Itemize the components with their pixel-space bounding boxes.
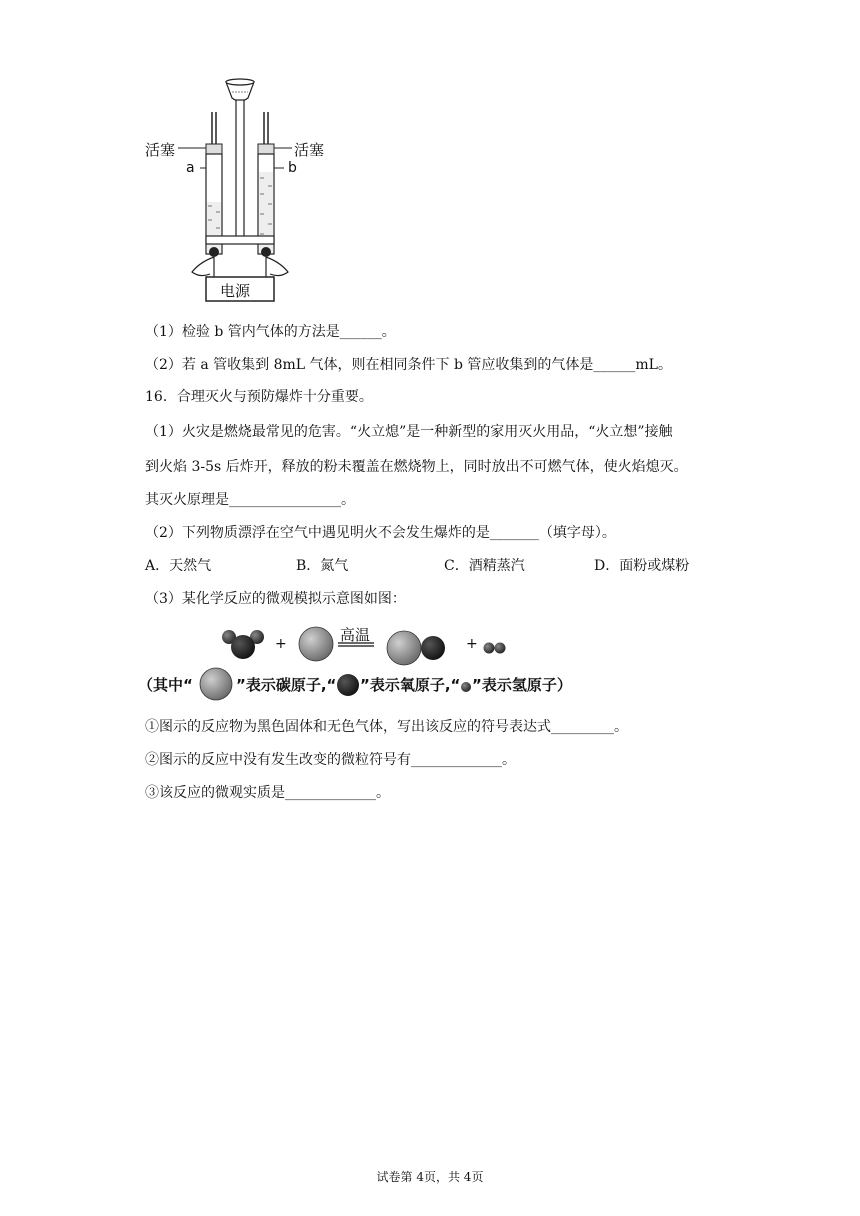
page-footer: 试卷第 4页，共 4页 — [376, 1170, 484, 1184]
legend-hydrogen-text: ”表示氢原子） — [472, 676, 572, 694]
reaction-plus-2: + — [466, 636, 478, 652]
q16-title: 16．合理灭火与预防爆炸十分重要。 — [145, 389, 373, 405]
water-molecule — [222, 630, 264, 659]
q16-subq2: ②图示的反应中没有发生改变的微粒符号有_____________。 — [145, 752, 516, 768]
option-a: A．天然气 — [145, 558, 212, 574]
electrolysis-apparatus-figure — [140, 72, 340, 304]
q16-part1-line2: 到火焰 3-5s 后炸开，释放的粉未覆盖在燃烧物上，同时放出不可燃气体，使火焰熄灭。 — [145, 459, 688, 475]
tube-b-label: b — [288, 160, 297, 176]
legend-carbon-text: ”表示碳原子,“ — [236, 676, 337, 694]
q15-part2: （2）若 a 管收集到 8mL 气体，则在相同条件下 b 管应收集到的气体是______mL。 — [145, 357, 672, 373]
legend-hydrogen-icon — [461, 682, 471, 692]
q15-part1: （1）检验 b 管内气体的方法是______。 — [145, 324, 396, 340]
option-c: C．酒精蒸汽 — [444, 558, 525, 574]
option-d: D．面粉或煤粉 — [594, 558, 690, 574]
q16-part3: （3）某化学反应的微观模拟示意图如图： — [145, 591, 406, 607]
q16-part1-line3: 其灭火原理是________________。 — [145, 492, 355, 508]
stopcock-right-label: 活塞 — [294, 141, 325, 159]
q16-subq3: ③该反应的微观实质是_____________。 — [145, 785, 390, 801]
legend-oxygen-text: ”表示氧原子,“ — [360, 676, 461, 694]
option-b: B．氮气 — [296, 558, 349, 574]
q16-part2: （2）下列物质漂浮在空气中遇见明火不会发生爆炸的是_______（填字母）。 — [145, 525, 616, 541]
carbon-atom — [299, 627, 333, 661]
reaction-condition: 高温 — [340, 626, 371, 644]
power-supply-label: 电源 — [220, 282, 251, 300]
tube-a-label: a — [186, 160, 195, 176]
q16-part1-line1: （1）火灾是燃烧最常见的危害。“火立熄”是一种新型的家用灭火用品，“火立想”接触 — [145, 424, 673, 440]
carbon-monoxide-molecule — [387, 631, 445, 665]
q16-subq1: ①图示的反应物为黑色固体和无色气体，写出该反应的符号表达式_________。 — [145, 719, 628, 735]
legend-oxygen-icon — [337, 674, 359, 696]
stopcock-left-label: 活塞 — [145, 141, 176, 159]
legend-carbon-icon — [200, 668, 232, 700]
reaction-plus-1: + — [275, 636, 287, 652]
hydrogen-molecule — [484, 643, 506, 654]
legend-prefix: （其中“ — [138, 676, 193, 694]
